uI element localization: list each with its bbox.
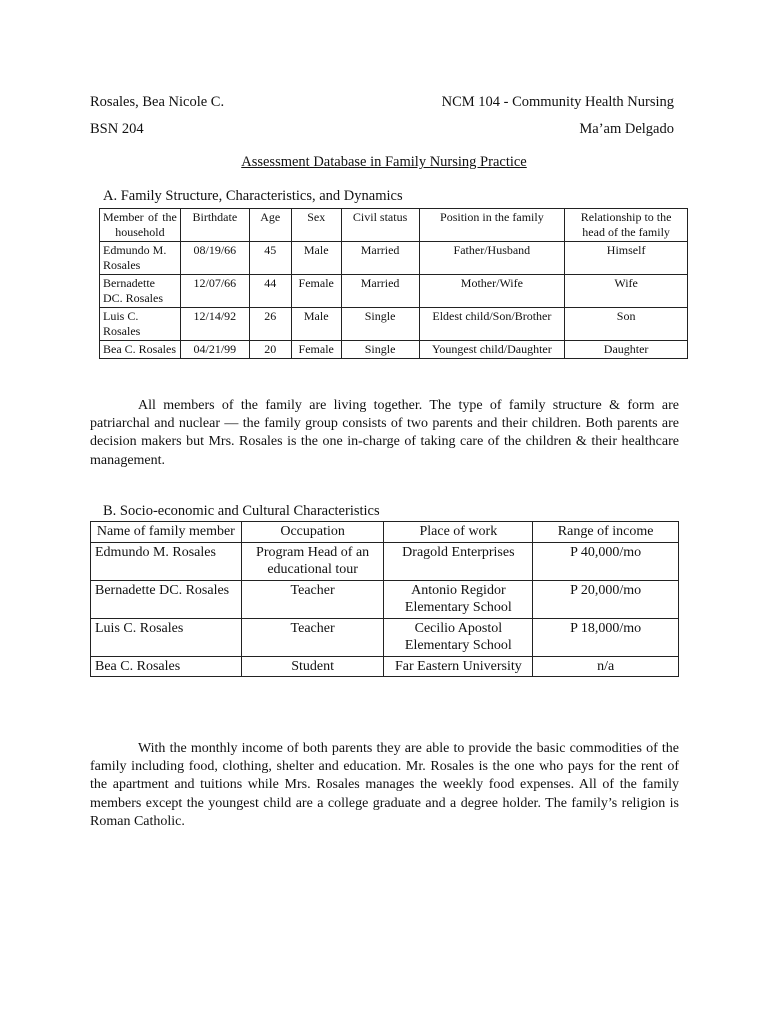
section-b-heading: B. Socio-economic and Cultural Characteristics — [103, 503, 380, 519]
socio-economic-paragraph: With the monthly income of both parents they are able to provide the basic commodities of the family including food, clothing, shelter and education. Mr. Rosales is the one who pays for the rent of the apartment and tuitions while Mrs. Rosales manages the weekly food expenses. All of the family members except the youngest child are a college graduate and a degree holder. The family’s religion is Roman Catholic. — [90, 741, 679, 829]
column-header: Place of work — [384, 522, 533, 543]
table-header-row — [91, 522, 679, 543]
table-cell: 26 — [249, 308, 291, 341]
table-cell: Edmundo M. Rosales — [91, 542, 242, 580]
table-cell: Antonio Regidor Elementary School — [384, 580, 533, 618]
table-cell: 12/14/92 — [180, 308, 249, 341]
student-name: Rosales, Bea Nicole C. — [90, 94, 225, 110]
table-cell: Student — [241, 656, 384, 677]
table-row — [100, 242, 688, 275]
family-structure-paragraph: All members of the family are living together. The type of family structure & form are patriarchal and nuclear — the family group consists of two parents and their children. Both parents are decision makers but Mrs. Rosales is the one in-charge of taking care of the children & their healthcare management. — [90, 398, 679, 468]
column-header: Position in the family — [419, 209, 565, 242]
table-cell: P 40,000/mo — [533, 542, 679, 580]
table-cell: Married — [341, 242, 419, 275]
table-cell: Male — [291, 308, 341, 341]
table-cell: Luis C. Rosales — [91, 618, 242, 656]
column-header: Age — [249, 209, 291, 242]
table-cell: Bea C. Rosales — [91, 656, 242, 677]
table-cell: 08/19/66 — [180, 242, 249, 275]
table-row — [100, 341, 688, 359]
table-cell: Dragold Enterprises — [384, 542, 533, 580]
table-cell: Luis C. Rosales — [100, 308, 181, 341]
table-cell: Eldest child/Son/Brother — [419, 308, 565, 341]
section-code: BSN 204 — [90, 121, 144, 137]
table-cell: 44 — [249, 275, 291, 308]
course-title: NCM 104 - Community Health Nursing — [441, 94, 674, 110]
table-cell: Single — [341, 341, 419, 359]
table-cell: Cecilio Apostol Elementary School — [384, 618, 533, 656]
table-cell: Program Head of an educational tour — [241, 542, 384, 580]
table-cell: Teacher — [241, 618, 384, 656]
family-structure-table — [99, 208, 688, 359]
table-cell: n/a — [533, 656, 679, 677]
table-cell: Far Eastern University — [384, 656, 533, 677]
table-cell: 12/07/66 — [180, 275, 249, 308]
table-row — [100, 308, 688, 341]
table-cell: Male — [291, 242, 341, 275]
table-row — [100, 275, 688, 308]
table-cell: Edmundo M. Rosales — [100, 242, 181, 275]
table-cell: 04/21/99 — [180, 341, 249, 359]
table-row — [91, 580, 679, 618]
table-cell: Daughter — [565, 341, 688, 359]
section-a-heading: A. Family Structure, Characteristics, and Dynamics — [103, 188, 403, 204]
table-cell: Bernadette DC. Rosales — [100, 275, 181, 308]
column-header: Relationship to the head of the family — [565, 209, 688, 242]
table-cell: Married — [341, 275, 419, 308]
column-header: Name of family member — [91, 522, 242, 543]
table-cell: 20 — [249, 341, 291, 359]
column-header: Civil status — [341, 209, 419, 242]
table-cell: Himself — [565, 242, 688, 275]
table-cell: Teacher — [241, 580, 384, 618]
socio-economic-table — [90, 521, 679, 677]
column-header: Birthdate — [180, 209, 249, 242]
column-header: Range of income — [533, 522, 679, 543]
table-row — [91, 542, 679, 580]
column-header: Occupation — [241, 522, 384, 543]
table-cell: Single — [341, 308, 419, 341]
column-header: Member of the household — [100, 209, 181, 242]
document-title: Assessment Database in Family Nursing Practice — [241, 154, 527, 170]
instructor-name: Ma’am Delgado — [579, 121, 674, 137]
column-header: Sex — [291, 209, 341, 242]
table-row — [91, 618, 679, 656]
table-cell: Mother/Wife — [419, 275, 565, 308]
table-cell: Bernadette DC. Rosales — [91, 580, 242, 618]
table-cell: P 20,000/mo — [533, 580, 679, 618]
table-row — [91, 656, 679, 677]
table-cell: Wife — [565, 275, 688, 308]
table-header-row — [100, 209, 688, 242]
table-cell: Youngest child/Daughter — [419, 341, 565, 359]
table-cell: Bea C. Rosales — [100, 341, 181, 359]
table-cell: Female — [291, 275, 341, 308]
table-cell: Son — [565, 308, 688, 341]
table-cell: Father/Husband — [419, 242, 565, 275]
table-cell: 45 — [249, 242, 291, 275]
table-cell: Female — [291, 341, 341, 359]
table-cell: P 18,000/mo — [533, 618, 679, 656]
